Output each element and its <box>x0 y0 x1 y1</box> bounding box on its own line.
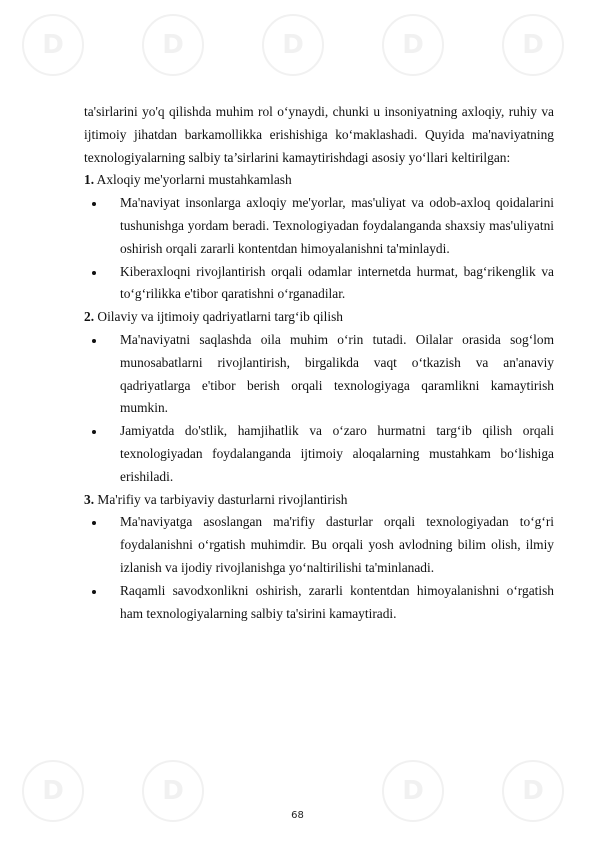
list-item: Ma'naviyatni saqlashda oila muhim o‘rin tutadi. Oilalar orasida sog‘lom munosabatlarni rivojlantirish, birgalikda vaqt o‘tkazish va an'anaviy qadriyatlarga e'tibor berish orqali texnologiyaga qaramlikni kamaytirish mumkin. <box>84 329 554 420</box>
watermark-logo: D <box>382 760 444 822</box>
watermark-logo: D <box>22 14 84 76</box>
section-title: Ma'rifiy va tarbiyaviy dasturlarni rivojlantirish <box>97 491 348 507</box>
section-heading <box>84 306 554 329</box>
list-item: Ma'naviyatga asoslangan ma'rifiy dasturlar orqali texnologiyadan to‘g‘ri foydalanishni o‘rgatish muhimdir. Bu orqali yosh avlodning bilim olish, ilmiy izlanish va ijodiy rivojlanishga yo‘naltirilishi ta'minlanadi. <box>84 511 554 579</box>
watermark-logo: D <box>502 14 564 76</box>
bullet-list <box>84 192 554 306</box>
list-item: Jamiyatda do'stlik, hamjihatlik va o‘zaro hurmatni targ‘ib qilish orqali texnologiyadan foydalanganda ijtimoiy aloqalarning mustahkam bo‘lishiga erishiladi. <box>84 420 554 488</box>
watermark-logo: D <box>382 14 444 76</box>
list-item: Ma'naviyat insonlarga axloqiy me'yorlar, mas'uliyat va odob-axloq qoidalarini tushunishga yordam beradi. Texnologiyadan foydalanganda shaxsiy mas'uliyatni oshirish orqali zararli kontentdan himoyalanishni ta'minlaydi. <box>84 192 554 260</box>
section-title: Axloqiy me'yorlarni mustahkamlash <box>96 172 292 188</box>
watermark-logo: D <box>142 14 204 76</box>
list-item: Raqamli savodxonlikni oshirish, zararli kontentdan himoyalanishni o‘rgatish ham texnologiyalarning salbiy ta'sirini kamaytiradi. <box>84 580 554 626</box>
bullet-list <box>84 329 554 489</box>
intro-paragraph: ta'sirlarini yo'q qilishda muhim rol o‘ynaydi, chunki u insoniyatning axloqiy, ruhiy va ijtimoiy jihatdan barkamollikka erishishiga ko‘maklashadi. Quyida ma'naviyatning texnologiyalarning salbiy ta’sirlarini kamaytirishdagi asosiy yo‘llari keltirilgan: <box>84 104 554 165</box>
section-heading <box>84 489 554 512</box>
section-number: 1. <box>84 172 95 188</box>
document-body <box>84 101 554 625</box>
watermark-logo: D <box>142 760 204 822</box>
section-number: 3. <box>84 491 95 507</box>
section-heading <box>84 169 554 192</box>
page-number: 68 <box>291 810 304 821</box>
list-item: Kiberaxloqni rivojlantirish orqali odamlar internetda hurmat, bag‘rikenglik va to‘g‘rilikka e'tibor qaratishni o‘rganadilar. <box>84 261 554 307</box>
watermark-logo: D <box>22 760 84 822</box>
section-number: 2. <box>84 309 95 325</box>
bullet-list <box>84 511 554 625</box>
watermark-logo: D <box>502 760 564 822</box>
watermark-logo: D <box>262 14 324 76</box>
section-title: Oilaviy va ijtimoiy qadriyatlarni targ‘ib qilish <box>97 309 343 325</box>
